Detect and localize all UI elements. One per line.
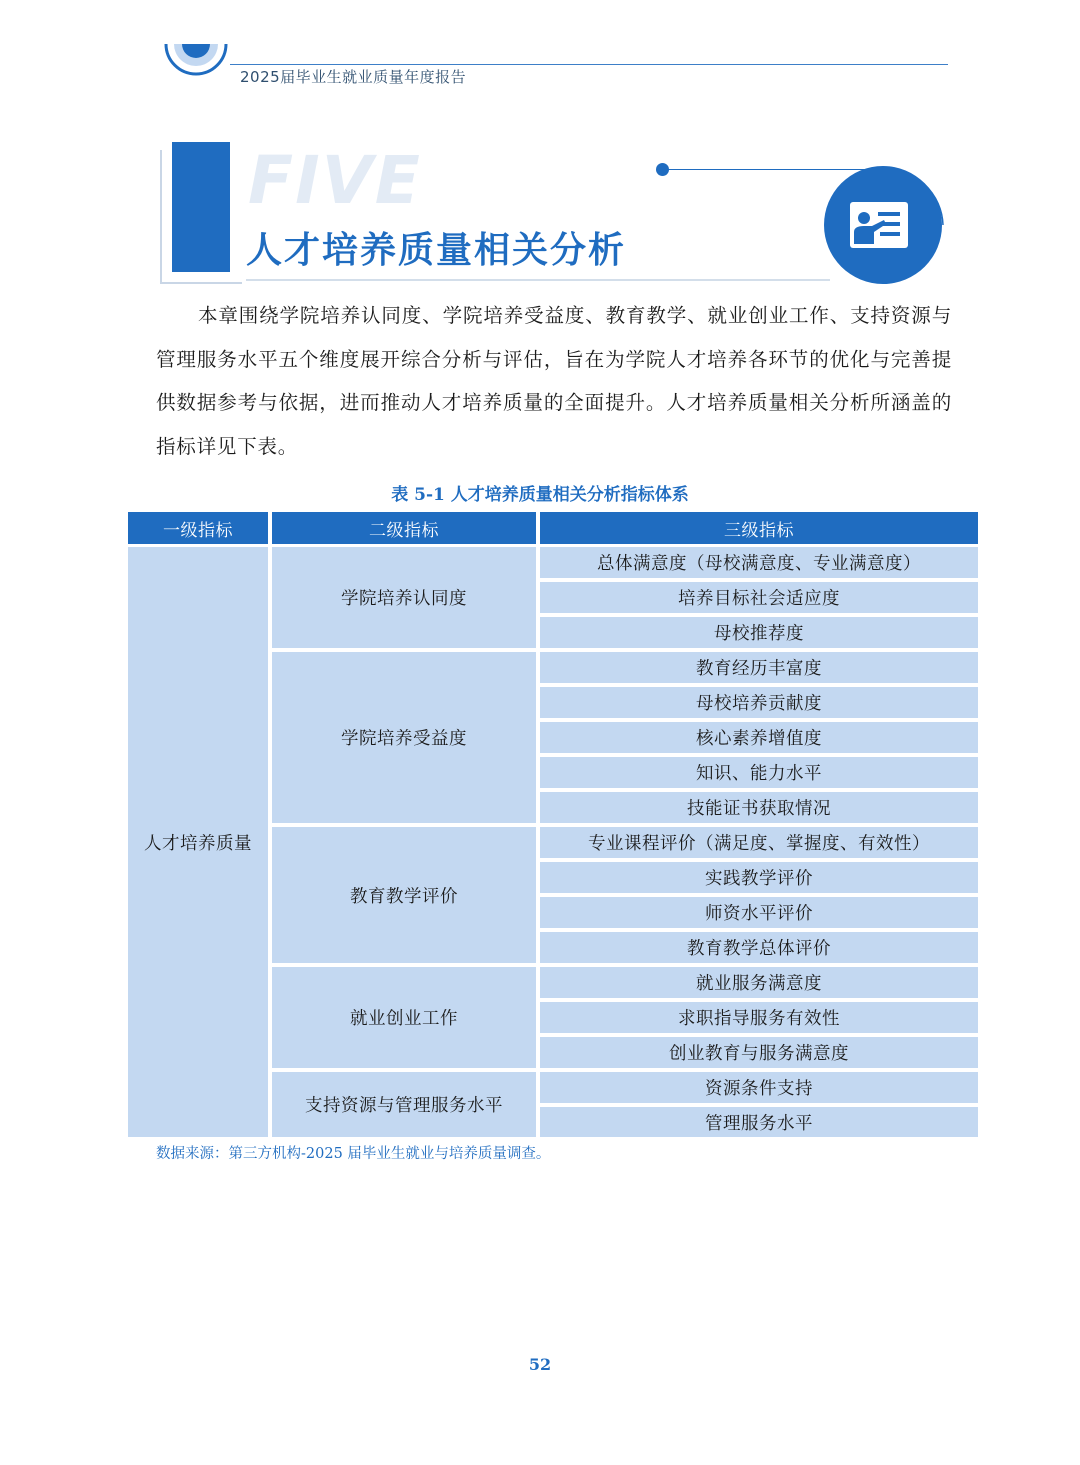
presentation-teacher-icon xyxy=(848,200,912,252)
level3-cell: 教育教学总体评价 xyxy=(540,932,978,963)
report-title: 2025届毕业生就业质量年度报告 xyxy=(240,68,467,86)
level3-cell: 创业教育与服务满意度 xyxy=(540,1037,978,1068)
level3-cell: 母校培养贡献度 xyxy=(540,687,978,718)
level3-cell: 知识、能力水平 xyxy=(540,757,978,788)
chapter-number-word: FIVE xyxy=(248,142,422,219)
level2-cell: 支持资源与管理服务水平 xyxy=(272,1072,536,1137)
level3-cell: 教育经历丰富度 xyxy=(540,652,978,683)
level3-cell: 管理服务水平 xyxy=(540,1107,978,1137)
level2-cell: 教育教学评价 xyxy=(272,827,536,963)
chapter-accent-block xyxy=(172,142,230,272)
source-note: 数据来源：第三方机构-2025 届毕业生就业与培养质量调查。 xyxy=(156,1146,551,1162)
level1-cell: 人才培养质量 xyxy=(128,547,268,1137)
table-header-level1: 一级指标 xyxy=(128,512,268,544)
chapter-underline xyxy=(246,279,830,281)
level3-cell: 就业服务满意度 xyxy=(540,967,978,998)
table-caption: 表 5-1 人才培养质量相关分析指标体系 xyxy=(391,485,689,505)
chapter-connector-dot xyxy=(656,163,669,176)
intro-paragraph: 本章围绕学院培养认同度、学院培养受益度、教育教学、就业创业工作、支持资源与管理服务水平五个维度展开综合分析与评估，旨在为学院人才培养各环节的优化与完善提供数据参考与依据，进而推动人才培养质量的全面提升。人才培养质量相关分析所涵盖的指标详见下表。 xyxy=(156,304,952,458)
level3-cell: 求职指导服务有效性 xyxy=(540,1002,978,1033)
level3-cell: 师资水平评价 xyxy=(540,897,978,928)
level2-cell: 就业创业工作 xyxy=(272,967,536,1068)
header-rule xyxy=(230,64,948,65)
table-header-level2: 二级指标 xyxy=(272,512,536,544)
level3-cell: 核心素养增值度 xyxy=(540,722,978,753)
level3-cell: 总体满意度（母校满意度、专业满意度） xyxy=(540,547,978,578)
level2-cell: 学院培养受益度 xyxy=(272,652,536,823)
level3-cell: 实践教学评价 xyxy=(540,862,978,893)
level3-cell: 资源条件支持 xyxy=(540,1072,978,1103)
report-logo-icon xyxy=(164,44,228,98)
level3-cell: 母校推荐度 xyxy=(540,617,978,648)
chapter-title: 人才培养质量相关分析 xyxy=(246,230,627,271)
page-number: 52 xyxy=(528,1355,552,1374)
level3-cell: 技能证书获取情况 xyxy=(540,792,978,823)
level3-cell: 专业课程评价（满足度、掌握度、有效性） xyxy=(540,827,978,858)
level3-cell: 培养目标社会适应度 xyxy=(540,582,978,613)
level2-cell: 学院培养认同度 xyxy=(272,547,536,648)
table-header-level3: 三级指标 xyxy=(540,512,978,544)
